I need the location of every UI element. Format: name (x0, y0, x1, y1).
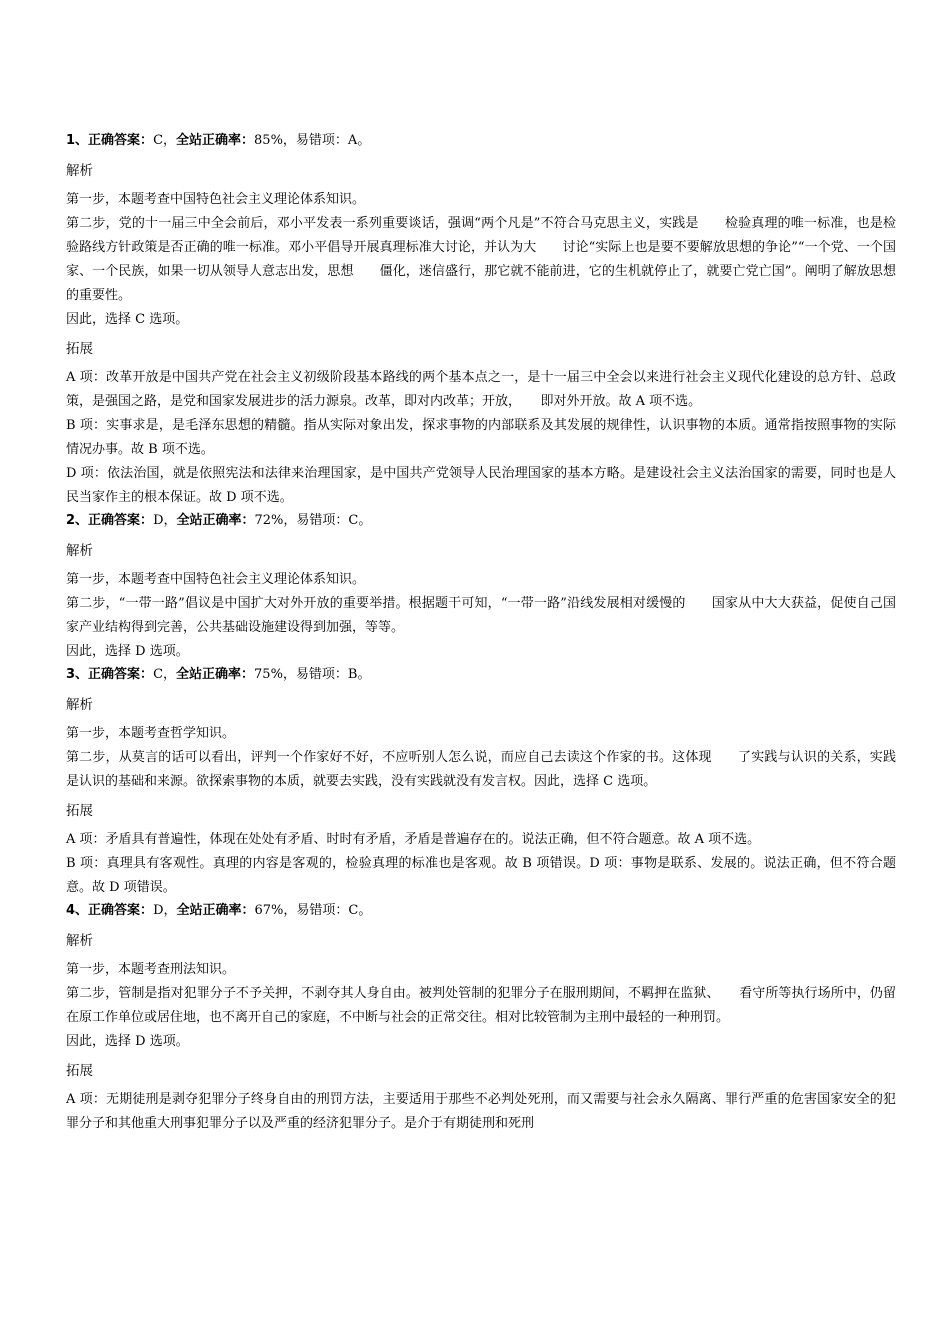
analysis-paragraph: 第二步，“一带一路”倡议是中国扩大对外开放的重要举措。根据题干可知，“一带一路”沿线发展相对缓慢的 国家从中大大获益，促使自己国家产业结构得到完善，公共基础设施建设得到加强，等等。 (66, 596, 896, 635)
analysis-paragraph: 第一步，本题考查中国特色社会主义理论体系知识。 (66, 572, 366, 587)
analysis-label: 解析 (66, 933, 93, 949)
extension-paragraph: B 项：真理具有客观性。真理的内容是客观的，检验真理的标准也是客观。故 B 项错误。D 项：事物是联系、发展的。说法正确，但不符合题意。故 D 项错误。 (66, 856, 896, 895)
extension-label: 拓展 (66, 803, 93, 819)
analysis-paragraph: 因此，选择 D 选项。 (66, 1034, 189, 1049)
analysis-paragraph: 第二步，从莫言的话可以看出，评判一个作家好不好，不应听别人怎么说，而应自己去读这个作家的书。这体现 了实践与认识的关系，实践是认识的基础和来源。欲探索事物的本质，就要去实践，没有实践就没有发言权。因此，选择 C 选项。 (66, 750, 896, 789)
answer-sheet (66, 130, 896, 1136)
extension-paragraph: A 项：矛盾具有普遍性，体现在处处有矛盾、时时有矛盾，矛盾是普遍存在的。说法正确，但不符合题意。故 A 项不选。 (66, 832, 761, 847)
question-block (66, 130, 896, 510)
question-header: 3、正确答案：C，全站正确率：75%，易错项：B。 (66, 667, 371, 682)
analysis-label: 解析 (66, 543, 93, 559)
question-block (66, 664, 896, 900)
analysis-paragraph: 第一步，本题考查哲学知识。 (66, 726, 236, 741)
analysis-label: 解析 (66, 163, 93, 179)
extension-label: 拓展 (66, 1063, 93, 1079)
analysis-paragraph: 因此，选择 C 选项。 (66, 312, 189, 327)
extension-paragraph: B 项：实事求是，是毛泽东思想的精髓。指从实际对象出发，探求事物的内部联系及其发展的规律性，认识事物的本质。通常指按照事物的实际情况办事。故 B 项不选。 (66, 418, 896, 457)
analysis-paragraph: 第二步，管制是指对犯罪分子不予关押，不剥夺其人身自由。被判处管制的犯罪分子在服刑期间，不羁押在监狱、 看守所等执行场所中，仍留在原工作单位或居住地，也不离开自己的家庭，不中断与社会的正常交往。相对比较管制为主刑中最轻的一种刑罚。 (66, 986, 896, 1025)
analysis-label: 解析 (66, 697, 93, 713)
extension-paragraph: D 项：依法治国，就是依照宪法和法律来治理国家，是中国共产党领导人民治理国家的基本方略。是建设社会主义法治国家的需要，同时也是人民当家作主的根本保证。故 D 项不选。 (66, 466, 896, 505)
question-header: 2、正确答案：D，全站正确率：72%，易错项：C。 (66, 513, 372, 528)
question-block (66, 900, 896, 1136)
question-block (66, 510, 896, 664)
question-header: 4、正确答案：D，全站正确率：67%，易错项：C。 (66, 903, 372, 918)
extension-paragraph: A 项：无期徒刑是剥夺犯罪分子终身自由的刑罚方法，主要适用于那些不必判处死刑，而又需要与社会永久隔离、罪行严重的危害国家安全的犯罪分子和其他重大刑事犯罪分子以及严重的经济犯罪分子。是介于有期徒刑和死刑 (66, 1092, 896, 1131)
analysis-paragraph: 第二步，党的十一届三中全会前后，邓小平发表一系列重要谈话，强调“两个凡是”不符合马克思主义，实践是 检验真理的唯一标准，也是检验路线方针政策是否正确的唯一标准。邓小平倡导开展真理标准大讨论，并认为大 讨论“实际上也是要不要解放思想的争论”“一个党、一个国家、一个民族，如果一切从领导人意志出发，思想 僵化，迷信盛行，那它就不能前进，它的生机就停止了，就要亡党亡国”。阐明了解放思想的重要性。 (66, 216, 896, 303)
analysis-paragraph: 因此，选择 D 选项。 (66, 644, 189, 659)
extension-paragraph: A 项：改革开放是中国共产党在社会主义初级阶段基本路线的两个基本点之一，是十一届三中全会以来进行社会主义现代化建设的总方针、总政策，是强国之路，是党和国家发展进步的活力源泉。改革，即对内改革；开放， 即对外开放。故 A 项不选。 (66, 370, 896, 409)
extension-label: 拓展 (66, 341, 93, 357)
question-header: 1、正确答案：C，全站正确率：85%，易错项：A。 (66, 133, 371, 148)
analysis-paragraph: 第一步，本题考查中国特色社会主义理论体系知识。 (66, 192, 366, 207)
analysis-paragraph: 第一步，本题考查刑法知识。 (66, 962, 236, 977)
